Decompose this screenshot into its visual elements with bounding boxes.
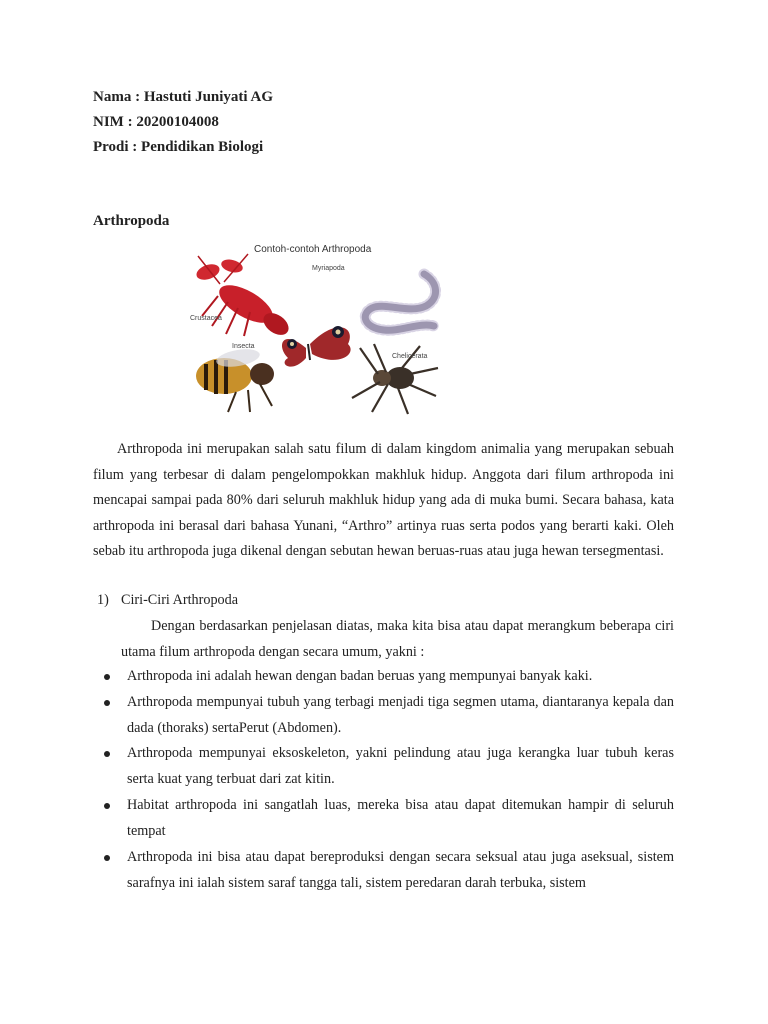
insecta-label: Insecta [232,343,255,350]
section-title: Arthropoda [93,213,170,229]
bullet-text: Habitat arthropoda ini sangatlah luas, mereka bisa atau dapat ditemukan hampir di seluruh tempat [127,797,674,839]
myriapoda-label: Myriapoda [312,265,345,272]
intro-paragraph [93,437,674,565]
chelicerata-label: Chelicerata [392,353,428,360]
figure-title: Contoh-contoh Arthropoda [254,244,372,255]
student-name: Nama : Hastuti Juniyati AG [93,89,274,105]
list-heading [97,590,238,610]
arthropoda-figure [188,236,450,416]
lobster-icon [194,254,292,339]
bullet-icon [104,855,110,861]
crustacea-label: Crustacea [190,315,222,322]
butterfly-icon [282,326,351,367]
intro-paragraph-text: Arthropoda ini merupakan salah satu filum di dalam kingdom animalia yang merupakan sebuah filum yang terbesar di dalam pengelompokkan makhluk hidup. Anggota dari filum arthropoda ini mencapai sampai pada 80% dari seluruh makhluk hidup yang ada di muka bumi. Secara bahasa, kata arthropoda ini berasal dari bahasa Yunani, “Arthro” artinya ruas serta podos yang berarti kaki. Oleh sebab itu arthropoda juga dikenal dengan sebutan hewan beruas-ruas atau juga hewan tersegmentasi. [93,441,674,559]
bullet-icon [104,700,110,706]
list-title: Ciri-Ciri Arthropoda [121,592,239,608]
student-nim: NIM : 20200104008 [93,114,219,130]
list-number: 1) [97,592,109,608]
characteristics-intro [121,614,674,665]
bullet-text: Arthropoda mempunyai tubuh yang terbagi menjadi tiga segmen utama, diantaranya kepala dan dada (thoraks) sertaPerut (Abdomen). [127,694,674,736]
bullet-icon [104,674,110,680]
centipede-icon [365,274,435,330]
bee-icon [196,346,274,412]
bullet-icon [104,803,110,809]
bullet-text: Arthropoda mempunyai eksoskeleton, yakni pelindung atau juga kerangka luar tubuh keras serta kuat yang terbuat dari zat kitin. [127,745,674,787]
arthropoda-illustration [188,236,450,416]
bullet-text: Arthropoda ini adalah hewan dengan badan beruas yang mempunyai banyak kaki. [127,668,593,684]
bullet-text: Arthropoda ini bisa atau dapat bereproduksi dengan secara seksual atau juga aseksual, sistem sarafnya ini ialah sistem saraf tangga tali, sistem peredaran darah terbuka, sistem [127,849,674,891]
study-program: Prodi : Pendidikan Biologi [93,139,264,155]
bullet-icon [104,751,110,757]
characteristics-intro-text: Dengan berdasarkan penjelasan diatas, maka kita bisa atau dapat merangkum beberapa ciri utama filum arthropoda dengan secara umum, yakni : [121,618,674,660]
